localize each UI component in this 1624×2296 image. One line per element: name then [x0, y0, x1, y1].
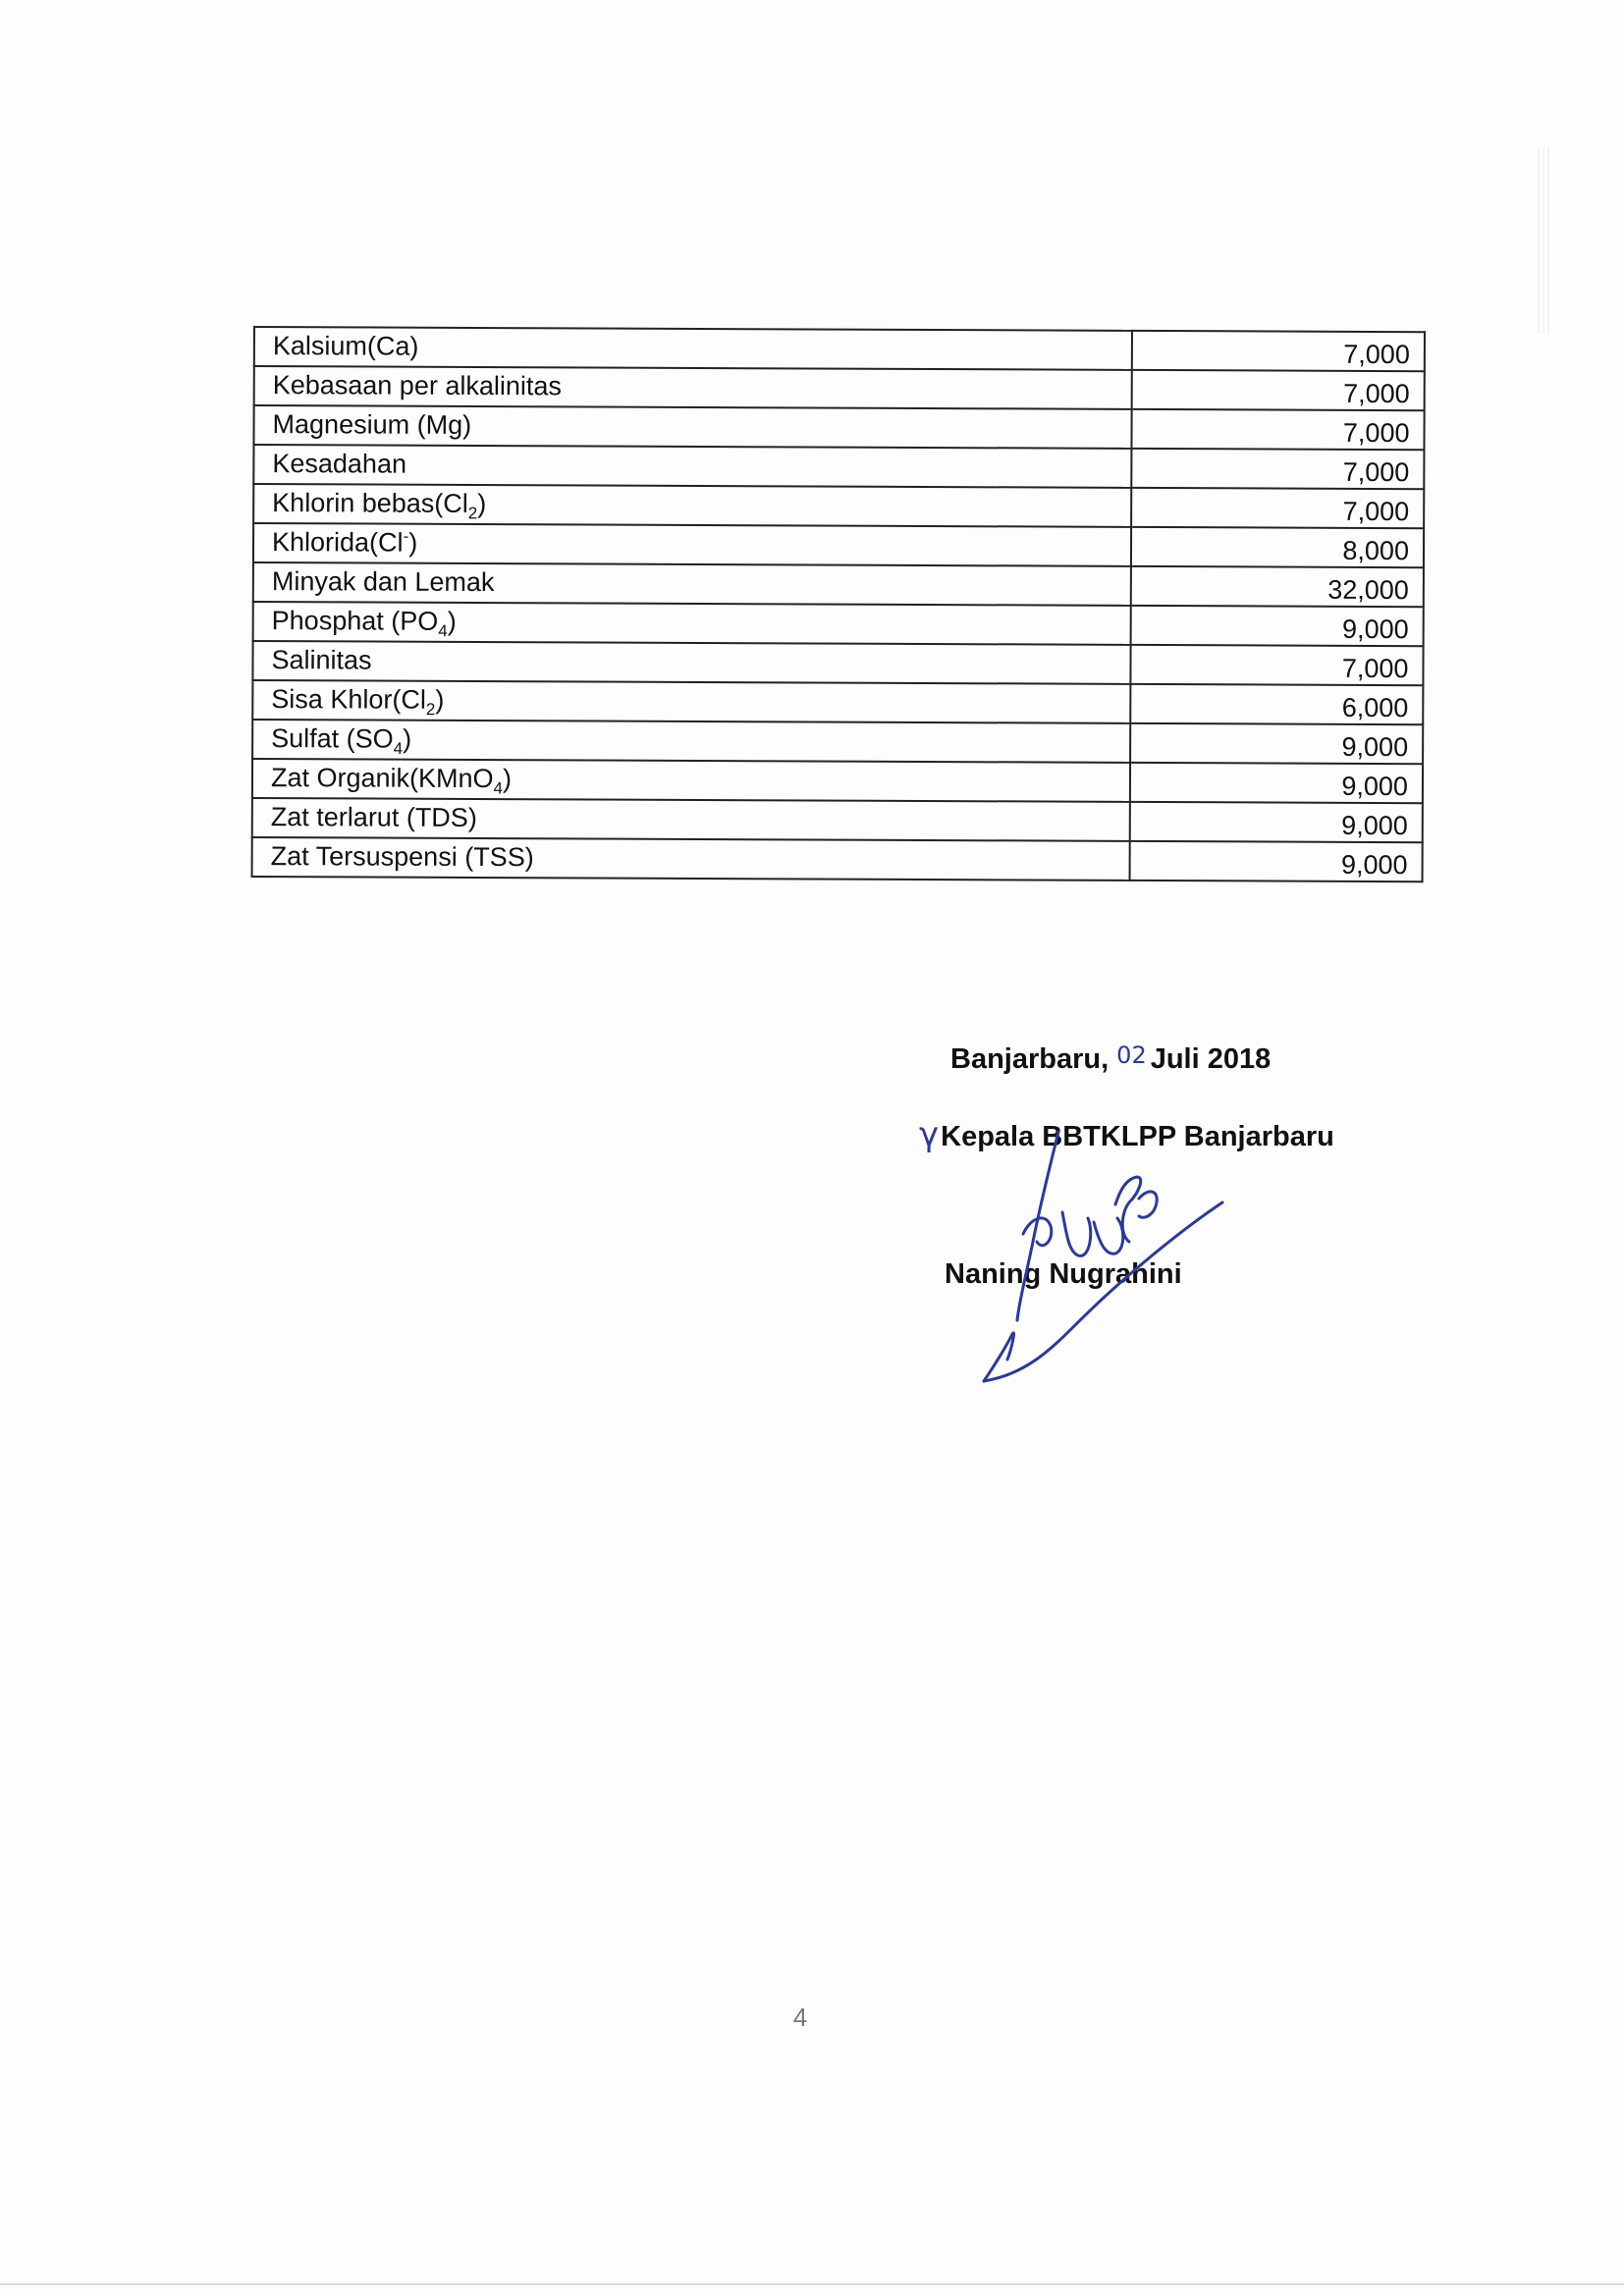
office-title: Kepala BBTKLPP Banjarbaru	[941, 1121, 1334, 1152]
parameter-name: Phosphat $(PO_4)$	[253, 602, 1132, 645]
parameter-value: 7,000	[1132, 370, 1425, 410]
parameter-name: Sulfat $(SO_4)$	[252, 720, 1131, 763]
table-row	[253, 602, 1424, 646]
table-row	[254, 327, 1425, 371]
table-row	[252, 680, 1423, 724]
scan-artifact	[1538, 147, 1551, 334]
parameter-table	[251, 326, 1426, 882]
page-number: 4	[792, 2002, 808, 2032]
parameter-value: 9,000	[1130, 802, 1423, 842]
handwritten-day: 02	[1116, 1041, 1147, 1069]
parameter-name: Salinitas	[252, 641, 1131, 684]
parameter-name: Zat terlarut (TDS)	[252, 798, 1131, 841]
parameter-value: 9,000	[1130, 763, 1423, 803]
parameter-name: Zat Tersuspensi (TSS)	[252, 837, 1131, 881]
signatory-name: Naning Nugrahini	[945, 1258, 1182, 1290]
table-row	[252, 641, 1423, 685]
table-row	[252, 759, 1423, 803]
parameter-name: Minyak dan Lemak	[253, 562, 1132, 606]
table-row	[253, 562, 1424, 607]
table-row	[254, 366, 1425, 410]
parameter-value: 7,000	[1132, 488, 1425, 528]
parameter-value: 7,000	[1131, 645, 1424, 685]
parameter-value: 7,000	[1132, 331, 1425, 371]
parameter-name: Khlorin $bebas(Cl_2)$	[253, 484, 1132, 527]
parameter-value: 9,000	[1131, 606, 1424, 646]
table-row	[253, 405, 1424, 450]
parameter-name: Khlorida(Cl-)	[253, 523, 1132, 566]
parameter-name: Kesadahan	[253, 445, 1132, 488]
parameter-name: Magnesium (Mg)	[253, 405, 1132, 449]
parameter-name: Zat Organik(KMnO$_4$)	[252, 759, 1131, 802]
table-row	[253, 484, 1424, 528]
parameter-value: 9,000	[1130, 841, 1423, 881]
parameter-value: 6,000	[1131, 684, 1424, 724]
table-row	[252, 720, 1423, 764]
parameter-value: 7,000	[1132, 409, 1425, 450]
parameter-name: Kalsium(Ca)	[254, 327, 1133, 370]
table-row	[252, 837, 1423, 881]
signature-date	[950, 1043, 1271, 1076]
handwritten-signature-icon	[972, 1124, 1237, 1389]
parameter-value: 7,000	[1132, 449, 1425, 489]
signature-place: Banjarbaru,	[950, 1043, 1110, 1075]
signature-month-year: Juli 2018	[1150, 1043, 1272, 1075]
parameter-name: Sisa $Khlor(Cl_2)$	[252, 680, 1131, 723]
scan-edge-line	[0, 2283, 1624, 2285]
parameter-name: Kebasaan per alkalinitas	[254, 366, 1133, 409]
parameter-value: 9,000	[1131, 723, 1424, 764]
table-row	[252, 798, 1423, 842]
parameter-value: 8,000	[1131, 527, 1424, 567]
parameter-value: 32,000	[1131, 566, 1424, 607]
table-row	[253, 445, 1424, 489]
handwritten-mark: γ	[919, 1115, 940, 1154]
table-row	[253, 523, 1424, 567]
